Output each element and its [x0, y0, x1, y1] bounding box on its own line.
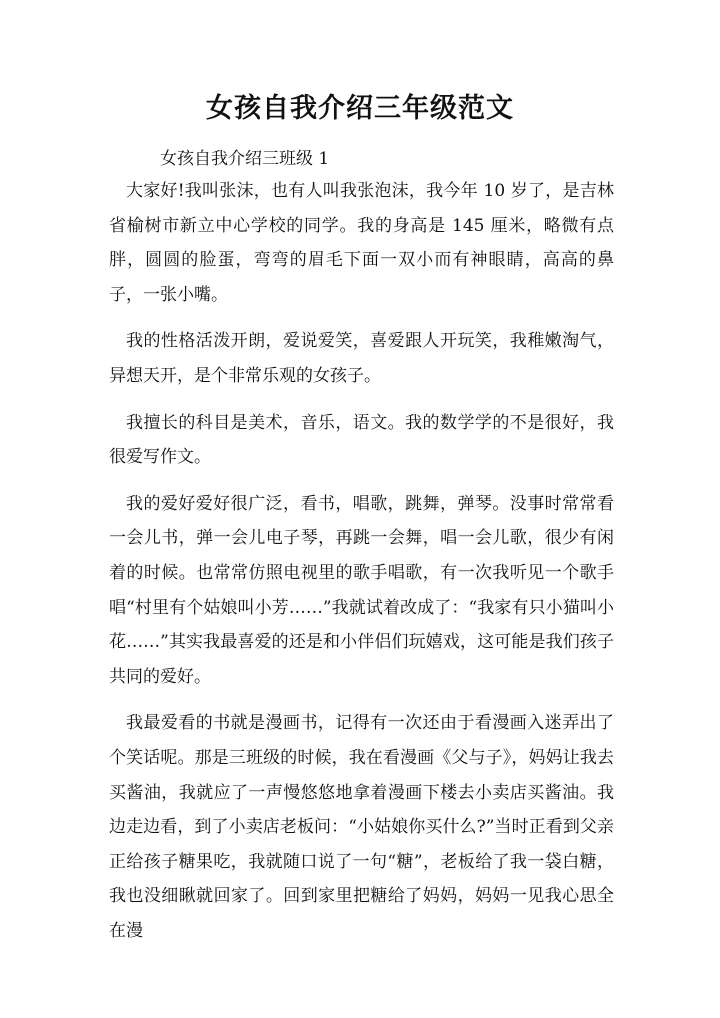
paragraph: 我最爱看的书就是漫画书，记得有一次还由于看漫画入迷弄出了个笑话呢。那是三班级的时候，我在看漫画《父与子》，妈妈让我去买酱油，我就应了一声慢悠悠地拿着漫画下楼去小卖店买酱油。我边走边看，到了小卖店老板问：“小姑娘你买什么?”当时正看到父亲正给孩子糖果吃，我就随口说了一句“糖”，老板给了我一袋白糖，我也没细瞅就回家了。回到家里把糖给了妈妈，妈妈一见我心思全在漫: [109, 713, 614, 941]
paragraph: 大家好!我叫张沫，也有人叫我张泡沫，我今年 10 岁了，是吉林省榆树市新立中心学校的同学。我的身高是 145 厘米，略微有点胖，圆圆的脸蛋，弯弯的眉毛下面一双小而有神眼睛，高高的鼻子，一张小嘴。: [109, 181, 614, 305]
paragraph: 我擅长的科目是美术，音乐，语文。我的数学学的不是很好，我很爱写作文。: [109, 412, 614, 468]
paragraph: 我的爱好爱好很广泛，看书，唱歌，跳舞，弹琴。没事时常常看一会儿书，弹一会儿电子琴，再跳一会舞，唱一会儿歌，很少有闲着的时候。也常常仿照电视里的歌手唱歌，有一次我听见一个歌手唱“村里有个姑娘叫小芳……”我就试着改成了：“我家有只小猫叫小花……”其实我最喜爱的还是和小伴侣们玩嬉戏，这可能是我们孩子共同的爱好。: [109, 493, 614, 687]
document-body: [109, 174, 614, 960]
paragraph: 我的性格活泼开朗，爱说爱笑，喜爱跟人开玩笑，我稚嫩淘气，异想天开，是个非常乐观的女孩子。: [109, 331, 614, 386]
document-subtitle: 女孩自我介绍三班级 1: [160, 149, 330, 169]
document-title: 女孩自我介绍三年级范文: [206, 93, 514, 124]
